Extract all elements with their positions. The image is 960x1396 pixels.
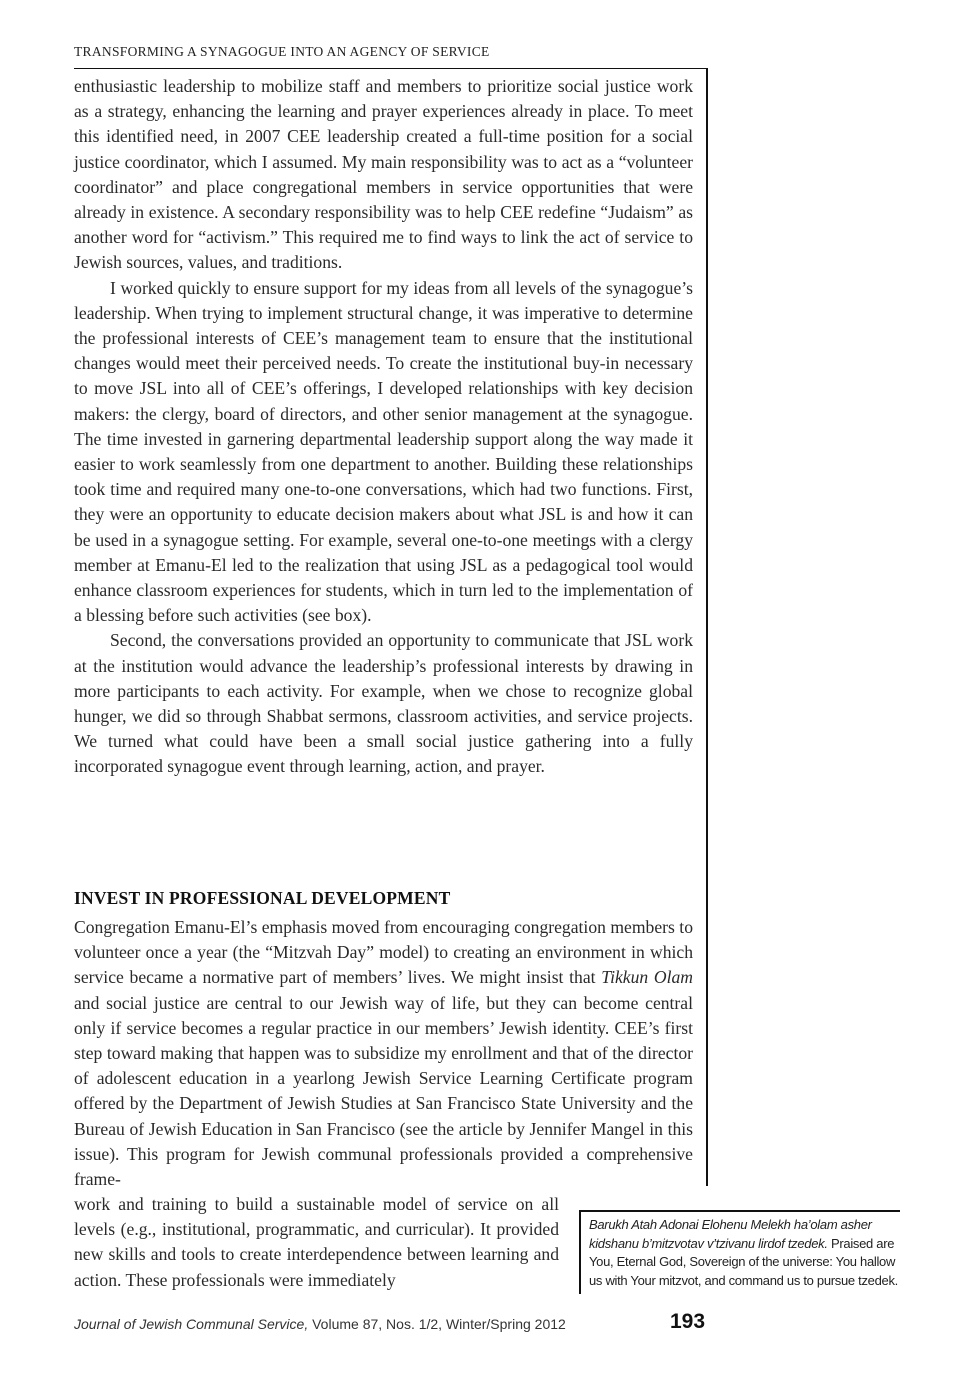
body-text-upper [74, 74, 693, 780]
blessing-box [589, 1216, 899, 1290]
paragraph-4-start: Congregation Emanu-El’s emphasis moved from encouraging congregation members to volunteer once a year (the “Mitzvah Day” model) to creating an environment in which service became a normative part of members’ lives. We might insist that [74, 917, 693, 988]
paragraph-4 [74, 915, 693, 1192]
tikkun-olam-term: Tikkun Olam [601, 967, 693, 988]
paragraph-3: Second, the conversations provided an opportunity to communicate that JSL work at the institution would advance the leadership’s professional interests by drawing in more participants to each activity. For example, when we chose to recognize global hunger, we did so through Shabbat sermons, classroom activities, and service projects. We turned what could have been a small social justice gathering into a fully incorporated synagogue event through learning, action, and prayer. [74, 630, 693, 777]
paragraph-5: work and training to build a sustainable model of service on all levels (e.g., institutional, programmatic, and curricular). It provided new skills and tools to create interdependence between learning and action. These professionals were immediately [74, 1194, 559, 1290]
running-head: TRANSFORMING A SYNAGOGUE INTO AN AGENCY OF SERVICE [74, 44, 490, 59]
sidebar-rule-top [580, 1210, 900, 1212]
paragraph-1: enthusiastic leadership to mobilize staff and members to prioritize social justice work as a strategy, enhancing the learning and prayer experiences already in place. To meet this identified need, in 2007 CEE leadership created a full-time position for a social justice coordinator, which I assumed. My main responsibility was to act as a “volunteer coordinator” and place congregational members in service opportunities that were already in existence. A secondary responsibility was to help CEE redefine “Judaism” as another word for “activism.” This required me to find ways to link the act of service to Jewish sources, values, and traditions. [74, 76, 693, 273]
page-number: 193 [670, 1310, 706, 1333]
journal-title: Journal of Jewish Communal Service, [74, 1316, 309, 1332]
body-text-section [74, 915, 693, 1192]
section-heading: INVEST IN PROFESSIONAL DEVELOPMENT [74, 888, 451, 908]
paragraph-4-end: and social justice are central to our Jewish way of life, but they can become central only if service becomes a regular practice in our members’ Jewish identity. CEE’s first step toward making that happen was to subsidize my enrollment and that of the director of adolescent education in a yearlong Jewish Service Learning Certificate program offered by the Department of Jewish Studies at San Francisco State University and the Bureau of Jewish Education in San Francisco (see the article by Jennifer Mangel in this issue). This program for Jewish communal professionals provided a comprehensive frame- [74, 992, 693, 1190]
journal-footer [74, 1316, 566, 1332]
sidebar-rule-left [579, 1210, 581, 1294]
column-rule-right [706, 68, 708, 1186]
body-text-narrow [74, 1192, 559, 1293]
blessing-hebrew: Barukh Atah Adonai Elohenu Melekh ha’olam asher kidshanu b’mitzvotav v’tzivanu lirdof tzedek. [589, 1217, 872, 1251]
blessing-english: Praised are You, Eternal God, Sovereign of the universe: You hallow us with Your mitzvot, and command us to pursue tzedek. [589, 1235, 898, 1288]
paragraph-2: I worked quickly to ensure support for my ideas from all levels of the synagogue’s leadership. When trying to implement structural change, it was imperative to determine the professional interests of CEE’s management team to ensure that the institutional changes would meet their perceived needs. To create the institutional buy-in necessary to move JSL into all of CEE’s offerings, I developed relationships with key decision makers: the clergy, board of directors, and other senior management at the synagogue. The time invested in garnering departmental leadership support along the way made it easier to work seamlessly from one department to another. Building these relationships took time and required many one-to-one conversations, which had two functions. First, they were an opportunity to educate decision makers about what JSL is and how it can be used in a synagogue setting. For example, several one-to-one meetings with a clergy member at Emanu-El led to the realization that using JSL as a pedagogical tool would enhance classroom experiences for students, which in turn led to the implementation of a blessing before such activities (see box). [74, 277, 693, 626]
journal-issue: Volume 87, Nos. 1/2, Winter/Spring 2012 [308, 1316, 566, 1332]
column-rule-top [74, 68, 708, 69]
